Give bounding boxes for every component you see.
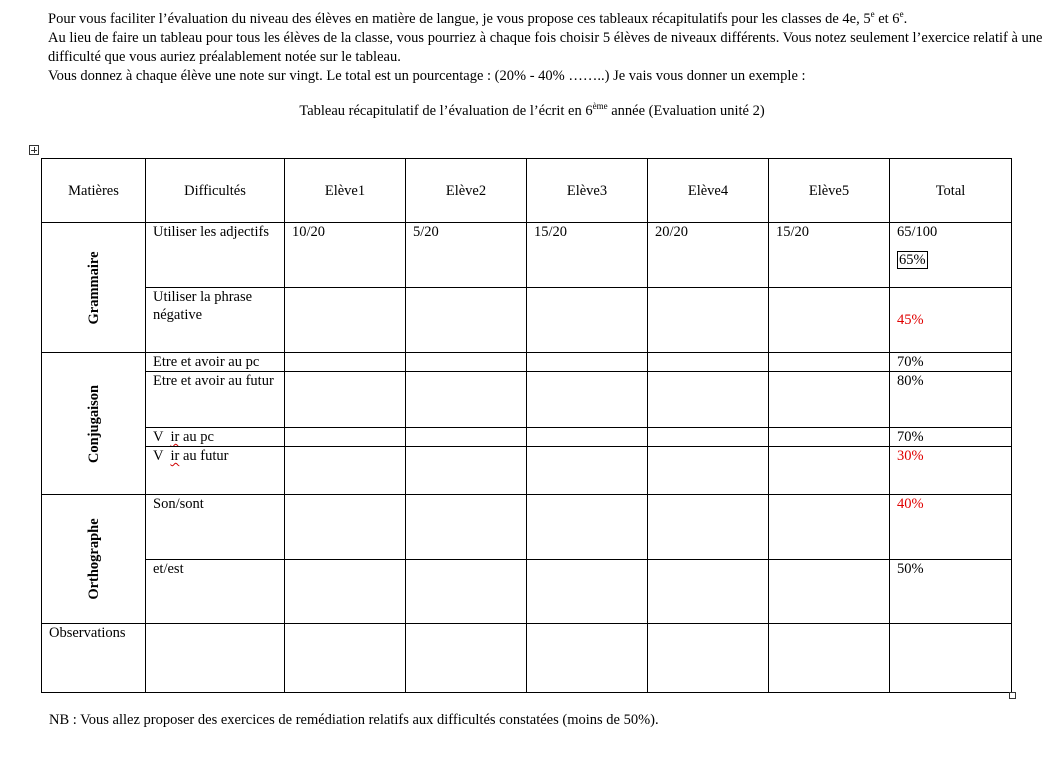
total-cell: 50%	[890, 560, 1012, 624]
score-cell: 10/20	[285, 223, 406, 288]
score-cell	[769, 353, 890, 372]
difficulty-cell: Etre et avoir au pc	[146, 353, 285, 372]
observation-cell	[406, 624, 527, 693]
difficulty-cell: V ir au futur	[146, 447, 285, 495]
score-cell	[527, 288, 648, 353]
header-eleve2: Elève2	[406, 159, 527, 223]
observation-cell	[527, 624, 648, 693]
score-cell	[406, 495, 527, 560]
table-row	[42, 288, 1012, 353]
score-cell	[406, 288, 527, 353]
score-cell	[527, 560, 648, 624]
score-cell: 15/20	[769, 223, 890, 288]
total-cell: 70%	[890, 353, 1012, 372]
difficulty-cell: et/est	[146, 560, 285, 624]
percent-box: 65%	[899, 252, 926, 268]
table-row	[42, 428, 1012, 447]
table-row	[42, 353, 1012, 372]
table-row	[42, 223, 1012, 288]
table-move-handle[interactable]	[29, 145, 39, 155]
score-cell	[769, 288, 890, 353]
header-row	[42, 159, 1012, 223]
score-cell	[285, 447, 406, 495]
score-cell	[769, 447, 890, 495]
score-cell: 20/20	[648, 223, 769, 288]
difficulty-cell: Utiliser les adjectifs	[146, 223, 285, 288]
header-eleve5: Elève5	[769, 159, 890, 223]
header-eleve1: Elève1	[285, 159, 406, 223]
score-cell	[527, 428, 648, 447]
nb-note: NB : Vous allez proposer des exercices de remédiation relatifs aux difficultés constatées (moins de 50%).	[49, 712, 659, 728]
intro-line-3: Vous donnez à chaque élève une note sur vingt. Le total est un pourcentage : (20% - 40% ……..) Je vais vous donner un exemple :	[48, 68, 806, 84]
table-row	[42, 372, 1012, 428]
score-cell	[648, 428, 769, 447]
table-row	[42, 495, 1012, 560]
total-cell: 30%	[890, 447, 1012, 495]
intro-line-1: Pour vous faciliter l’évaluation du niveau des élèves en matière de langue, je vous propose ces tableaux récapitulatifs pour les classes de 4e, 5e et 6e.	[48, 9, 908, 27]
score-cell	[648, 447, 769, 495]
header-total: Total	[890, 159, 1012, 223]
difficulty-cell: Son/sont	[146, 495, 285, 560]
difficulty-cell: Etre et avoir au futur	[146, 372, 285, 428]
evaluation-table	[41, 158, 1012, 693]
total-cell: 70%	[890, 428, 1012, 447]
observation-cell	[285, 624, 406, 693]
total-cell: 65/100 65%	[890, 223, 1012, 288]
score-cell	[769, 560, 890, 624]
score-cell	[769, 428, 890, 447]
score-cell	[527, 495, 648, 560]
score-cell	[648, 288, 769, 353]
table-row	[42, 447, 1012, 495]
score-cell	[406, 372, 527, 428]
score-cell	[285, 495, 406, 560]
score-cell	[648, 353, 769, 372]
score-cell: 5/20	[406, 223, 527, 288]
score-cell	[285, 428, 406, 447]
score-cell	[285, 560, 406, 624]
score-cell	[769, 372, 890, 428]
observations-row	[42, 624, 1012, 693]
header-matieres: Matières	[42, 159, 146, 223]
observation-cell	[146, 624, 285, 693]
total-cell: 40%	[890, 495, 1012, 560]
table-row	[42, 560, 1012, 624]
score-cell	[648, 372, 769, 428]
total-cell: 80%	[890, 372, 1012, 428]
observation-cell	[890, 624, 1012, 693]
score-cell: 15/20	[527, 223, 648, 288]
difficulty-cell: Utiliser la phrase négative	[146, 288, 285, 353]
subject-grammaire: Grammaire	[42, 223, 146, 353]
total-cell: 45%	[890, 288, 1012, 353]
observation-cell	[648, 624, 769, 693]
header-difficultes: Difficultés	[146, 159, 285, 223]
score-cell	[769, 495, 890, 560]
score-cell	[406, 447, 527, 495]
score-cell	[285, 353, 406, 372]
score-cell	[527, 447, 648, 495]
table-resize-handle[interactable]	[1009, 692, 1016, 699]
difficulty-cell: V ir au pc	[146, 428, 285, 447]
intro-line-2: Au lieu de faire un tableau pour tous les élèves de la classe, vous pourriez à chaque fois choisir 5 élèves de niveaux différents. Vous notez seulement l’exercice relatif à une difficulté que vous auriez préalablement notée sur le tableau.	[48, 30, 1043, 65]
score-cell	[648, 560, 769, 624]
score-cell	[648, 495, 769, 560]
score-cell	[406, 560, 527, 624]
intro-paragraph	[48, 10, 1048, 86]
table-title: Tableau récapitulatif de l’évaluation de l’écrit en 6ème année (Evaluation unité 2)	[299, 101, 765, 119]
observations-label: Observations	[42, 624, 146, 693]
score-cell	[285, 288, 406, 353]
header-eleve3: Elève3	[527, 159, 648, 223]
score-cell	[527, 353, 648, 372]
subject-orthographe: Orthographe	[42, 495, 146, 624]
header-eleve4: Elève4	[648, 159, 769, 223]
score-cell	[285, 372, 406, 428]
score-cell	[406, 428, 527, 447]
score-cell	[527, 372, 648, 428]
observation-cell	[769, 624, 890, 693]
score-cell	[406, 353, 527, 372]
subject-conjugaison: Conjugaison	[42, 353, 146, 495]
